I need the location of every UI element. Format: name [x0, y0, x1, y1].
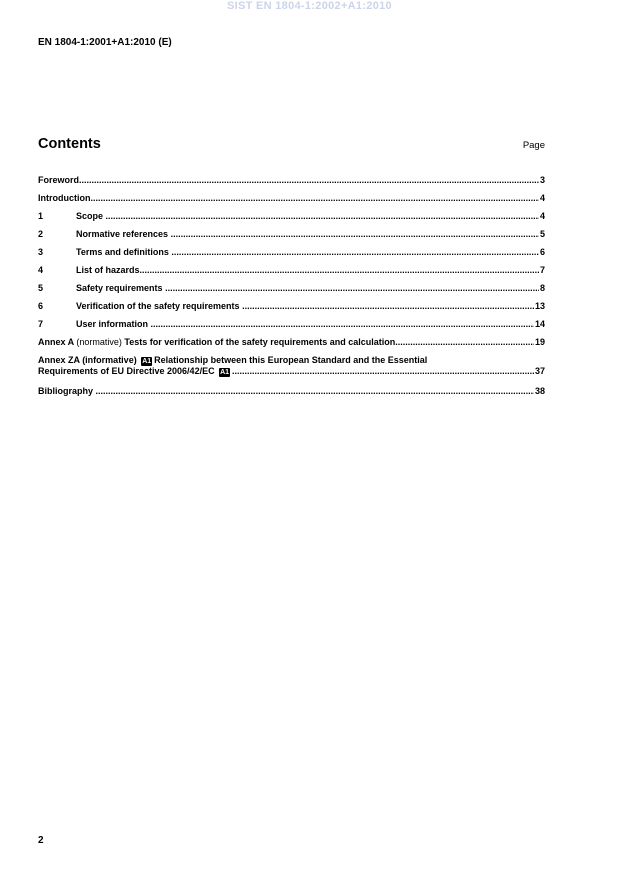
annex-label: Annex ZA: [38, 354, 80, 365]
toc-number: 6: [38, 301, 44, 311]
toc-number: 3: [38, 247, 44, 257]
toc-page: 37: [534, 366, 545, 376]
toc-page: 38: [534, 385, 545, 396]
toc-title: Safety requirements: [76, 283, 163, 293]
toc-page: 5: [539, 229, 545, 239]
toc-entry-user-information[interactable]: [38, 318, 545, 336]
toc-title: Bibliography: [38, 385, 94, 396]
toc-page: 14: [534, 319, 545, 329]
toc-number: 1: [38, 211, 44, 221]
toc-entry-verification[interactable]: [38, 300, 545, 318]
toc-entry-safety-requirements[interactable]: [38, 282, 545, 300]
toc-entry-bibliography[interactable]: [38, 385, 545, 403]
toc-title-line1: Relationship between this European Standard and the Essential: [154, 354, 428, 365]
toc-title: Verification of the safety requirements: [76, 301, 240, 311]
toc-number: 4: [38, 265, 44, 275]
annex-kind: (informative): [82, 354, 137, 365]
toc-title: Foreword: [38, 175, 80, 185]
toc-entry-annex-a[interactable]: [38, 336, 545, 355]
toc-number: 5: [38, 283, 44, 293]
toc-number: 7: [38, 319, 44, 329]
page-column-label: Page: [522, 140, 545, 151]
toc-page: 4: [539, 193, 545, 203]
watermark: SIST EN 1804-1:2002+A1:2010: [227, 0, 392, 12]
toc-title: Scope: [76, 211, 104, 221]
toc-page: 7: [539, 265, 545, 275]
toc-page: 13: [534, 301, 545, 311]
toc-entry-list-of-hazards[interactable]: [38, 264, 545, 282]
toc-title: List of hazards: [76, 265, 140, 275]
toc-entry-introduction[interactable]: [38, 192, 545, 210]
annex-kind: (normative): [76, 337, 122, 347]
toc-entry-annex-za[interactable]: [38, 355, 545, 385]
document-id: EN 1804-1:2001+A1:2010 (E): [38, 37, 172, 48]
toc-title: Tests for verification of the safety requirements and calculation: [124, 337, 396, 347]
toc-page: 4: [539, 211, 545, 221]
amendment-end-marker: A1: [220, 369, 230, 376]
toc-entry-foreword[interactable]: [38, 174, 545, 192]
contents-heading: Contents: [38, 136, 101, 152]
toc-title: Normative references: [76, 229, 169, 239]
toc-entry-terms-and-definitions[interactable]: [38, 246, 545, 264]
toc-entry-normative-references[interactable]: [38, 228, 545, 246]
toc-title-line2: Requirements of EU Directive 2006/42/EC: [38, 366, 215, 376]
toc-title: User information: [76, 319, 149, 329]
table-of-contents: [38, 174, 545, 403]
toc-page: 19: [534, 337, 545, 347]
annex-label: Annex A: [38, 337, 74, 347]
toc-title: Introduction: [38, 193, 91, 203]
amendment-start-marker: A1: [142, 357, 152, 365]
toc-entry-scope[interactable]: [38, 210, 545, 228]
toc-page: 8: [539, 283, 545, 293]
page-number: 2: [38, 835, 44, 846]
toc-title: Terms and definitions: [76, 247, 169, 257]
toc-page: 6: [539, 247, 545, 257]
toc-page: 3: [539, 175, 545, 185]
toc-number: 2: [38, 229, 44, 239]
